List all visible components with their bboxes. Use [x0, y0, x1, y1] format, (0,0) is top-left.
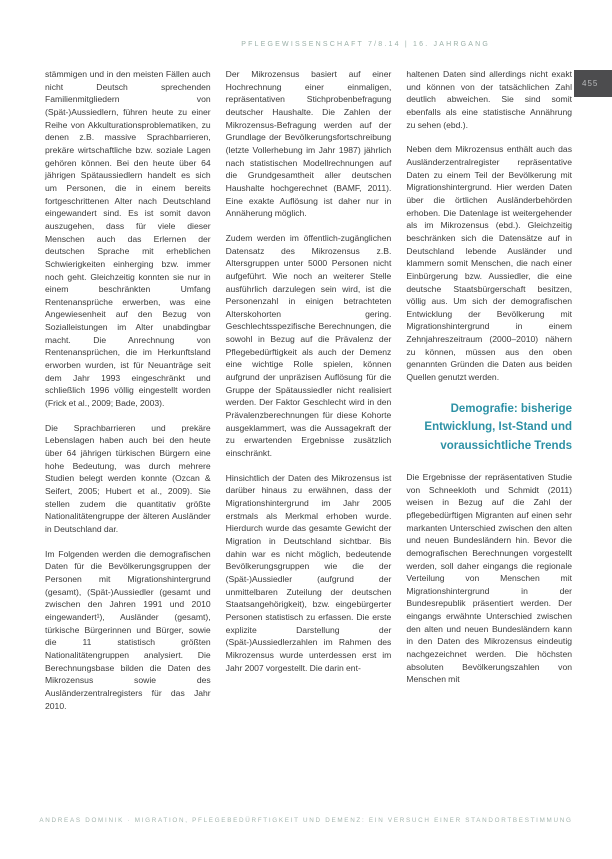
article-body: [45, 68, 572, 724]
text-column-1: [45, 68, 211, 724]
running-footer: ANDREAS DOMINIK · MIGRATION, PFLEGEBEDÜRFTIGKEIT UND DEMENZ: EIN VERSUCH EINER STANDORTBESTIMMUNG: [39, 817, 573, 824]
text-column-3: [406, 68, 572, 724]
paragraph: Die Sprachbarrieren und prekäre Lebenslagen haben auch bei den heute über 64 jährigen türkischen Bürgern eine hohe Bedeutung, was durch mehrere Studien belegt werden konnte (Ozcan & Seifert, 2005; Hubert et al., 2009). Sie stellen zudem die quantitativ größte Nationalitätengruppe der älteren Ausländer in Deutschland dar.: [45, 422, 211, 534]
paragraph: haltenen Daten sind allerdings nicht exakt und können von der tatsächlichen Zahl deutlich abweichen. Sie sind somit ebenfalls als eine statistische Annährung zu sehen (ebd.).: [406, 69, 573, 130]
section-heading-demografie: Demografie: bisherige Entwicklung, Ist-Stand und voraussichtliche Trends: [424, 402, 573, 452]
paragraph: Die Ergebnisse der repräsentativen Studie von Schneekloth und Schmidt (2011) weisen in Bezug auf die Zahl der pflegebedürftigen Migranten auf einen sehr markanten Unterschied zwischen den alten und neuen Bundesländern hin. Bevor die demografischen Berechnungen vorgestellt werden, soll daher eingangs die regionale Verteilung von Menschen mit Migrationshintergrund in der Bundesrepublik präsentiert werden. Der eingangs erwähnte Unterschied zwischen den alten und neuen Bundesländern kann in den Daten des Mikrozensus eindeutig nachgezeichnet werden. Die höchsten absoluten Bevölkerungszahlen von Menschen mit: [406, 471, 573, 685]
paragraph: Im Folgenden werden die demografischen Daten für die Bevölkerungsgruppen der Personen mit Migrationshintergrund (gesamt), (Spät-)Aussiedler (gesamt und zwischen den Jahren 1991 und 2010 eingewandert¹), Ausländer (gesamt), türkische Bürgerinnen und Bürger, sowie die 11 statistisch größten Nationalitätengruppen analysiert. Die Berechnungsbase bilden die Daten des Mikrozensus sowie des Ausländerzentralregisters für das Jahr 2010.: [45, 548, 211, 711]
paragraph: Neben dem Mikrozensus enthält auch das Ausländerzentralregister repräsentative Daten zu einem Teil der Bevölkerung mit Migrationshintergrund. Hier werden Daten über die örtlichen Ausländerbehörden erhoben. Die Datenlage ist weitergehender als im Mikrozensus (ebd.). Gleichzeitig beschränken sich die Datensätze auf in Deutschland lebende Ausländer und klammern somit Menschen, die nach einer Einbürgerung bzw. Aussiedler, die eine deutsche Staatsbürgerschaft besitzen, völlig aus. Um sich der demografischen Entwicklung der Bevölkerung mit Migrationshintergrund in einem Zehnjahreszeitraum (2000–2010) nähern zu können, müssen aus den oben genannten Gründen die Daten aus beiden Quellen genutzt werden.: [406, 144, 573, 383]
text-column-2: [226, 68, 392, 724]
journal-header: PFLEGEWISSENSCHAFT 7/8.14 | 16. JAHRGANG: [241, 41, 490, 48]
paragraph: Zudem werden im öffentlich-zugänglichen Datensatz des Mikrozensus z.B. Altersgruppen unter 5000 Personen nicht aufgeführt. Wie noch an weiterer Stelle ausführlich darzulegen sein wird, ist die Personenzahl in einigen betrachteten Alterskohorten gering. Geschlechtsspezifische Berechnungen, die sowohl in Bezug auf die Prävalenz der Pflegebedürftigkeit als auch der Demenz eine wichtige Rolle spielen, können aufgrund der unpräzisen Auflösung für die Gruppe der Spätaussiedler nicht realisiert werden. Der Faktor Geschlecht wird in den Prävalenzberechnungen für diese Kohorte ausgeklammert, was die Aussagekraft der zu erwartenden Ergebnisse zusätzlich einschränkt.: [225, 232, 392, 459]
page-number-badge: 455: [574, 70, 612, 97]
paragraph: Der Mikrozensus basiert auf einer Hochrechnung einer einmaligen, repräsentativen Stichprobenbefragung deutscher Haushalte. Die Zahlen der Mikrozensus-Befragung werden auf der Grundlage der Bevölkerungsfortschreibung (letzte Vollerhebung im Jahr 1987) jährlich nach statistischen Modellrechnungen auf die Grundgesamtheit aller deutschen Haushalte hochgerechnet (BAMF, 2011). Eine exakte Auflösung ist daher nur in Annäherung möglich.: [225, 69, 392, 219]
paragraph: stämmigen und in den meisten Fällen auch nicht Deutsch sprechenden Familienmitgliedern von (Spät-)Aussiedlern, führen heute zu einer Reihe von Akkulturationsproblematiken, zu denen z.B. massive Sprachbarrieren, prekäre wirtschaftliche bzw. soziale Lagen gehören können. Bei den heute über 64 jährigen Spätaussiedlern handelt es sich um Personen, die in einem bereits fortgeschrittenen Alter nach Deutschland eingewandert sind. Es ist somit davon auszugehen, dass für viele dieser Menschen auch das Erlernen der deutschen Sprache mit erheblichen Schwierigkeiten einherging bzw. immer noch geht. Gleichzeitig konnten sie nur in einem beschränkten Umfang Rentenansprüche erwerben, was eine Angewiesenheit auf den Bezug von Sozialleistungen im Alter unabdingbar macht. Die Anrechnung von Rentenansprüchen, die im Herkunftsland erworben wurden, ist für Neuanträge seit dem Jahr 1993 eingeschränkt und schließlich 1996 völlig eingestellt worden (Frick et al., 2009; Bade, 2003).: [45, 69, 211, 409]
paragraph: Hinsichtlich der Daten des Mikrozensus ist darüber hinaus zu erwähnen, dass der Migrationshintergrund im Jahr 2005 erstmals als Merkmal erhoben wurde. Hierdurch wurde das gesamte Gewicht der Migration in Deutschland sichtbar. Bis dahin war es nicht möglich, bedeutende Bevölkerungsgruppen wie die der (Spät-)Aussiedler (aufgrund der unmittelbaren Zuteilung der deutschen Staatsangehörigkeit), bzw. eingebürgerter Personen statistisch zu erfassen. Die erste explizite Darstellung der (Spät-)Aussiedlerzahlen im Rahmen des Mikrozensus wurde unterdessen erst im Jahr 2007 vorgestellt. Die darin ent-: [225, 472, 392, 673]
